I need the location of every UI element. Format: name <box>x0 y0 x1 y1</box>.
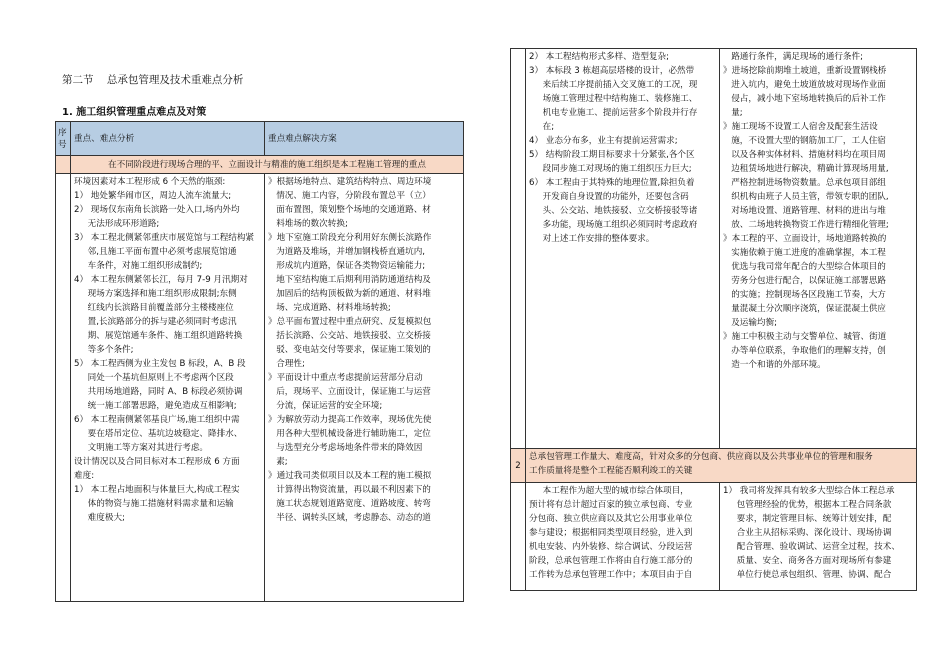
analysis-cell-continued <box>526 49 720 449</box>
solution-text-line: 》通过我司类似项目以及本工程的施工模拟 <box>268 471 432 481</box>
analysis-text-line: 对上述工作安排的整体要求。 <box>529 234 655 244</box>
solution-text-line: 的实施；控制现场各区段施工节奏，大方 <box>723 290 886 300</box>
row-number-2: 2 <box>511 449 526 483</box>
table-row-1 <box>56 174 464 602</box>
analysis-text-line: 来后续工序提前插入交叉施工的工况，现 <box>529 80 698 90</box>
analysis-text-line: 车条件，对施工组织形成制约; <box>74 261 203 271</box>
analysis-text-line: 5） 结构阶段工期目标要求十分紧张,各个区 <box>529 150 695 160</box>
analysis-text-line: 3） 本工程北侧紧邻重庆市展览馆与工程结构紧 <box>74 233 255 243</box>
band-text-line: 总承包管理工作量大、难度高，针对众多的分包商、供应商以及公共事业单位的管理和服务 <box>529 452 873 462</box>
left-table <box>55 121 464 602</box>
analysis-text-line: 参与建设；根据相同类型项目经验，进入到 <box>529 528 693 538</box>
header-seq: 序号 <box>56 122 71 156</box>
solution-text-line: 质量、安全、商务各方面对现场所有参建 <box>723 556 892 566</box>
analysis-cell-2 <box>526 483 720 591</box>
analysis-text-line: 期、展览馆通车条件、施工组织道路转换 <box>74 331 243 341</box>
analysis-text-line: 2） 本工程结构形式多样、造型复杂; <box>529 52 670 62</box>
analysis-text-line: 工作转为总承包管理工作中；本项目由于自 <box>529 570 693 580</box>
right-table <box>510 48 917 591</box>
solution-text-line: 分流，保证运营的安全环境; <box>268 401 383 411</box>
solution-text-line: 括长滨路、公交站、地铁接驳、立交桥接 <box>268 331 431 341</box>
solution-cell <box>265 174 464 602</box>
solution-text-line: 要求，制定管理目标、统筹计划安排，配 <box>723 514 892 524</box>
analysis-text-line: 4） 本工程东侧紧邻长江，每月 7-9 月汛期对 <box>74 275 248 285</box>
solution-text-line: 》本工程的平、立面设计，场地道路转换的 <box>723 234 887 244</box>
solution-text-line: 实施依赖于施工进度的准确掌握，本工程 <box>723 248 886 258</box>
analysis-text-line: 邻,且施工平面布置中必须考虑展览馆通 <box>74 247 237 257</box>
analysis-text-line: 文明施工等方案对其进行考虑。 <box>74 443 208 453</box>
solution-text-line: 施，不设置大型的钢筋加工厂，工人住宿 <box>723 136 886 146</box>
solution-text-line: 地下室结构施工后期利用消防通道结构及 <box>268 275 431 285</box>
analysis-text-line: 无法形成环形道路; <box>74 219 160 229</box>
solution-text-line: 情况、施工内容，分阶段布置总平（立） <box>268 191 431 201</box>
solution-text-line: 素; <box>268 457 288 467</box>
solution-text-line: 量; <box>723 108 743 118</box>
solution-cell-2 <box>720 483 917 591</box>
analysis-text-line: 置,长滨路部分的拆与建必须同时考虑汛 <box>74 317 237 327</box>
analysis-text-line: 5） 本工程西侧为业主发包 B 标段，A、B 段 <box>74 359 246 369</box>
analysis-cell <box>71 174 265 602</box>
solution-text-line: 包管理经验的优势，根据本工程合同条款 <box>723 500 892 510</box>
band-row-2 <box>511 449 917 483</box>
solution-text-line: 加固后的结构顶板做为新的通道、材料堆 <box>268 289 431 299</box>
solution-text-line: 与选型充分考虑场地条件带来的降效因 <box>268 443 423 453</box>
analysis-text-line: 同处一个基坑但原则上不考虑两个区段 <box>74 373 234 383</box>
analysis-text-line: 6） 本工程由于其特殊的地理位置,除担负着 <box>529 178 695 188</box>
solution-text-line: 合业主从招标采购、深化设计、现场协调 <box>723 528 892 538</box>
analysis-text-line: 3） 本标段 3 栋超高层塔楼的设计，必然带 <box>529 66 695 76</box>
solution-text-line: 造一个和谐的外部环境。 <box>723 360 826 370</box>
header-analysis: 重点、难点分析 <box>71 122 265 156</box>
solution-text-line: 》根据场地特点、建筑结构特点、周边环境 <box>268 177 432 187</box>
analysis-text-line: 等多个条件; <box>74 345 134 355</box>
solution-text-line: 优选与我司常年配合的大型综合体项目的 <box>723 262 886 272</box>
solution-text-line: 场、完成道路、材料堆场转换; <box>268 303 391 313</box>
solution-text-line: 》施工中积极主动与交警单位、城管、街道 <box>723 332 887 342</box>
solution-text-line: 》总平面布置过程中重点研究、反复模拟包 <box>268 317 432 327</box>
solution-text-line: 路通行条件，满足现场的通行条件; <box>723 52 863 62</box>
solution-text-line: 办等单位联系，争取他们的理解支持，创 <box>723 346 886 356</box>
band-text-2 <box>526 449 917 483</box>
analysis-text-line: 难度: <box>74 471 95 481</box>
band-row-1 <box>56 156 464 174</box>
solution-text-line: 形成坑内道路，保证各类物资运输能力; <box>268 261 426 271</box>
solution-text-line: 进入坑内，避免土坡道放坡对现场作业面 <box>723 80 886 90</box>
header-solution: 重点难点解决方案 <box>265 122 464 156</box>
solution-text-line: 及运输均衡; <box>723 318 778 328</box>
analysis-text-line: 难度极大; <box>74 513 125 523</box>
analysis-text-line: 开发商自身设置的功能外，还要包含码 <box>529 192 689 202</box>
table-row-continued <box>511 49 917 449</box>
analysis-text-line: 要在塔吊定位、基坑边坡稳定、降排水、 <box>74 429 243 439</box>
analysis-text-line: 2） 现场仅东南角长滨路一处入口,场内外均 <box>74 205 240 215</box>
band-text-1: 在不同阶段进行现场合理的平、立面设计与精准的施工组织是本工程施工管理的重点 <box>71 156 464 174</box>
analysis-text-line: 在; <box>529 122 555 132</box>
analysis-text-line: 预计将有总计超过百家的独立承包商、专业 <box>529 500 693 510</box>
solution-text-line: 半径、调转头区域，考虑静态、动态的道 <box>268 513 431 523</box>
solution-text-line: 用各种大型机械设备进行辅助施工，定位 <box>268 429 431 439</box>
solution-text-line: 后，现场平、立面设计，保证施工与运营 <box>268 387 431 397</box>
analysis-text-line: 红线内长滨路目前覆盖部分主楼楼座位 <box>74 303 234 313</box>
analysis-text-line: 1） 地处繁华闹市区，周边人流车流量大; <box>74 191 232 201</box>
analysis-text-line: 环境因素对本工程形成 6 个天然的瓶颈: <box>74 177 226 187</box>
solution-text-line: 》进场挖除前期堆土坡道，重新设置钢栈桥 <box>723 66 887 76</box>
analysis-text-line: 段同步施工对现场的施工组织压力巨大; <box>529 164 692 174</box>
solution-text-line: 料堆场的数次转换; <box>268 219 348 229</box>
solution-text-line: 放、二场地转换物资工作进行精细化管理; <box>723 220 889 230</box>
solution-text-line: 单位行使总承包组织、管理、协调、配合 <box>723 570 892 580</box>
solution-text-line: 量混凝土分次顺序浇筑，保证混凝土供应 <box>723 304 886 314</box>
analysis-text-line: 多功能，现场施工组织必须同时考虑政府 <box>529 220 698 230</box>
analysis-text-line: 1） 本工程占地面积与体量巨大,构成工程实 <box>74 485 240 495</box>
solution-text-line: 严格控制进场物资数量。总承包项目部组 <box>723 178 886 188</box>
solution-text-line: 》平面设计中重点考虑提前运营部分启动 <box>268 373 423 383</box>
solution-text-line: 面布置图，策划整个场地的交通道路、材 <box>268 205 431 215</box>
solution-text-line: 》为解放劳动力提高工作效率，现场优先使 <box>268 415 432 425</box>
table-header-row <box>56 122 464 156</box>
solution-text-line: 为道路及堆场，并增加钢栈桥直通坑内, <box>268 247 426 257</box>
analysis-text-line: 体的物资与施工措施材料需求量和运输 <box>74 499 234 509</box>
analysis-text-line: 头、公交站、地铁接驳、立交桥接驳等诸 <box>529 206 698 216</box>
solution-text-line: 合理性; <box>268 359 305 369</box>
table-row-2 <box>511 483 917 591</box>
analysis-text-line: 场施工管理过程中结构施工、装修施工、 <box>529 94 698 104</box>
solution-text-line: 驳、变电站交付等要求，保证施工策划的 <box>268 345 431 355</box>
solution-text-line: 施工状态规划道路宽度、道路坡度、转弯 <box>268 499 431 509</box>
solution-text-line: 1） 我司将发挥具有较多大型综合体工程总承 <box>723 486 895 496</box>
solution-text-line: 》地下室施工阶段充分利用好东侧长滨路作 <box>268 233 432 243</box>
analysis-text-line: 机电安装、内外装修、综合调试、分段运营 <box>529 542 693 552</box>
solution-text-line: 对场地设置、道路管理、材料的进出与堆 <box>723 206 886 216</box>
analysis-text-line: 设计情况以及合同目标对本工程形成 6 方面 <box>74 457 240 467</box>
analysis-text-line: 现场方案选择和施工组织形成限制;东侧 <box>74 289 237 299</box>
solution-text-line: 侵占，减小地下室场地转换后的后补工作 <box>723 94 886 104</box>
analysis-text-line: 本工程作为超大型的城市综合体项目， <box>529 486 689 496</box>
solution-cell-continued <box>720 49 917 449</box>
solution-text-line: 织机构由班子人员主管，带领专职的团队, <box>723 192 889 202</box>
section-title: 第二节 总承包管理及技术重难点分析 <box>62 74 244 86</box>
solution-text-line: 劳务分包进行配合，以保证施工部署思路 <box>723 276 886 286</box>
analysis-text-line: 统一施工部署思路，避免造成互相影响; <box>74 401 237 411</box>
solution-text-line: 》施工现场不设置工人宿舍及配套生活设 <box>723 122 878 132</box>
solution-text-line: 配合管理、验收调试、运营全过程，技术、 <box>723 542 900 552</box>
analysis-text-line: 6） 本工程南侧紧邻基良广场,施工组织中需 <box>74 415 240 425</box>
solution-text-line: 计算得出物资流量，再以最不利因素下的 <box>268 485 431 495</box>
analysis-text-line: 共用场地道路，同时 A、B 标段必须协调 <box>74 387 243 397</box>
solution-text-line: 以及各种实体材料、措施材料均在项目周 <box>723 150 886 160</box>
solution-text-line: 边租赁场地进行解决，精确计算现场用量, <box>723 164 889 174</box>
band-text-line: 工作质量将是整个工程能否顺利竣工的关键 <box>529 466 693 476</box>
analysis-text-line: 机电专业施工、提前运营多个阶段并行存 <box>529 108 698 118</box>
analysis-text-line: 4） 业态分布多，业主有提前运营需求; <box>529 136 678 146</box>
analysis-text-line: 分包商、独立供应商以及其它公用事业单位 <box>529 514 693 524</box>
subsection-title: 1. 施工组织管理重点难点及对策 <box>62 107 207 118</box>
analysis-text-line: 阶段，总承包管理工作将由自行施工部分的 <box>529 556 693 566</box>
right-page <box>478 0 950 672</box>
